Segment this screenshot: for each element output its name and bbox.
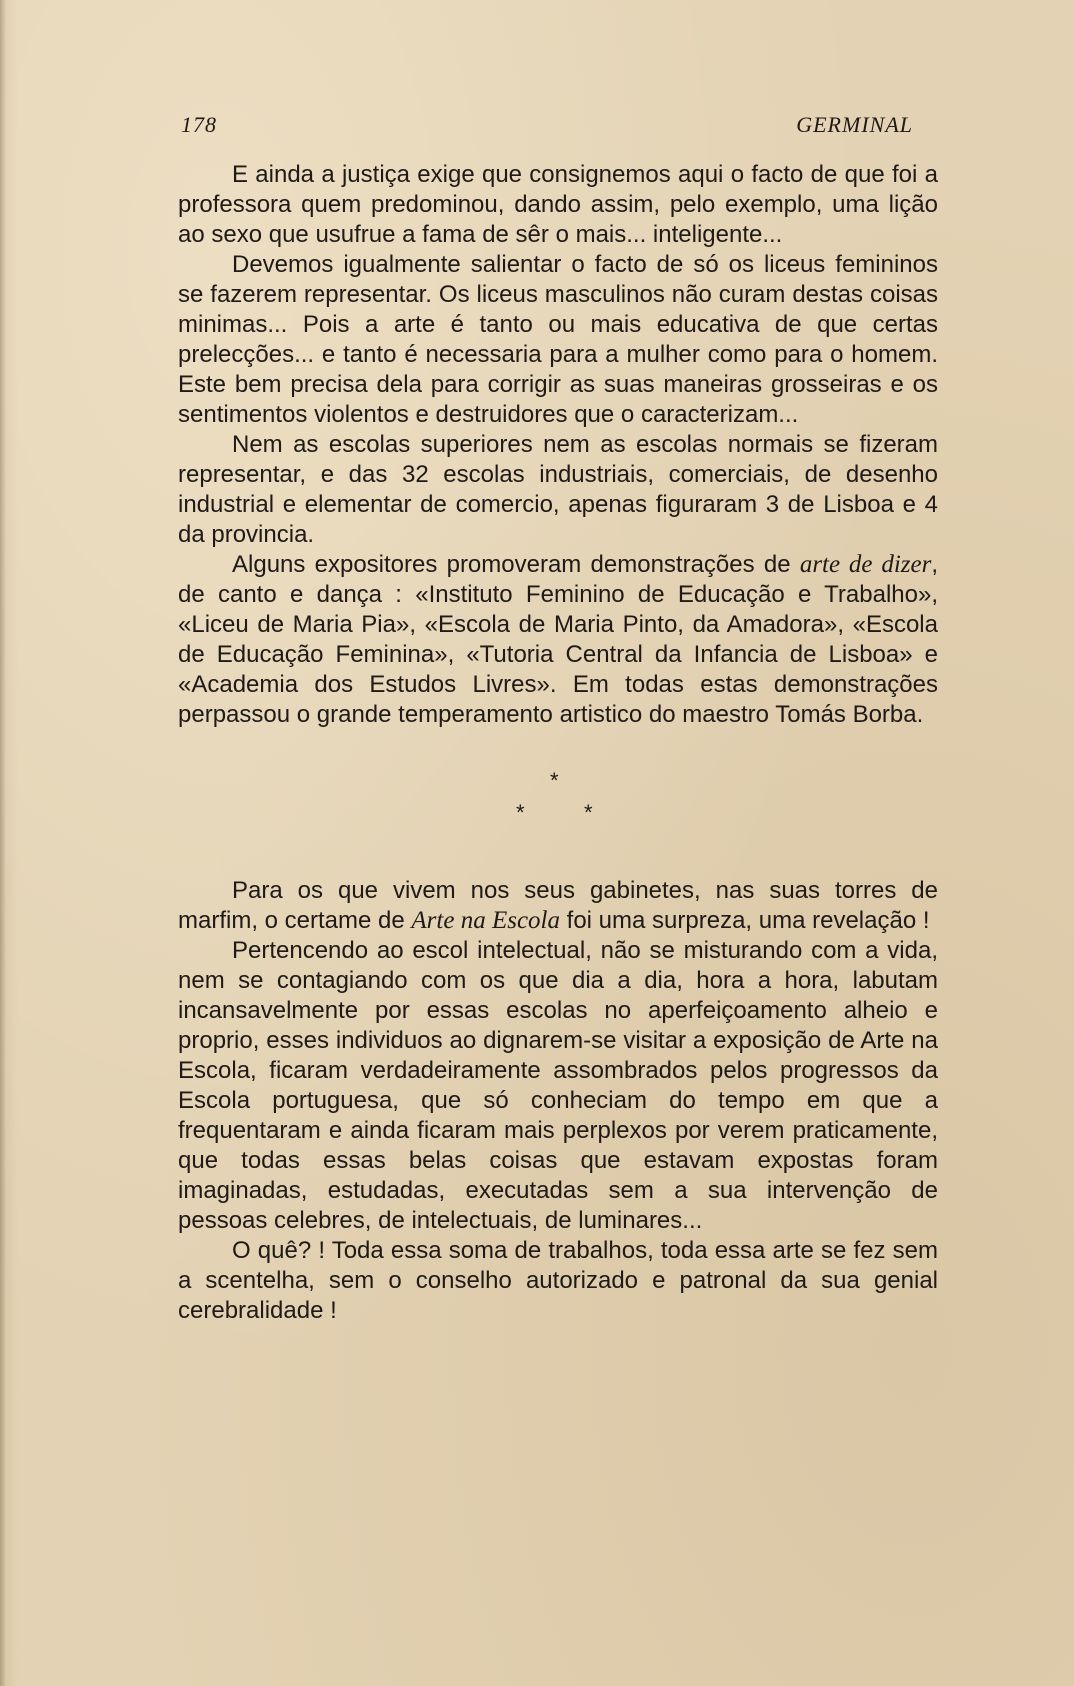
asterism-star: *: [550, 768, 559, 793]
paragraph: Devemos igualmente salientar o facto de só os liceus femininos se fazerem representar. Os liceus masculinos não curam destas coisas minimas... Pois a arte é tanto ou mais educativa de que certas prelecções... e tanto é necessaria para a mulher como para o homem. Este bem precisa dela para corrigir as suas maneiras grosseiras e os sentimentos violentos e destruidores que o caracterizam...: [178, 251, 938, 428]
paragraph: E ainda a justiça exige que consignemos aqui o facto de que foi a professora quem predominou, dando assim, pelo exemplo, uma lição ao sexo que usufrue a fama de sêr o mais... inteligente...: [178, 161, 938, 248]
asterism-star: *: [584, 800, 593, 825]
running-head: [181, 112, 913, 142]
running-title: GERMINAL: [796, 112, 913, 137]
paragraph: Pertencendo ao escol intelectual, não se misturando com a vida, nem se contagiando com os que dia a dia, hora a hora, labutam incansavelmente por essas escolas no aperfeiçoamento alheio e proprio, esses individuos ao dignarem-se visitar a exposição de Arte na Escola, ficaram verdadeiramente assombrados pelos progressos da Escola portuguesa, que só conheciam do tempo em que a frequentaram e ainda ficaram mais perplexos por verem praticamente, que todas essas belas coisas que estavam expostas foram imaginadas, estudadas, executadas sem a sua intervenção de pessoas celebres, de intelectuais, de luminares...: [178, 937, 938, 1234]
text-run: foi uma surpreza, uma revelação !: [560, 907, 930, 934]
italic-phrase: arte de dizer: [799, 551, 932, 578]
text-run: Alguns expositores promoveram demonstrações de: [232, 551, 800, 578]
paragraph: [178, 550, 938, 730]
text-run: Para os que vivem nos seus gabinetes, nas suas torres de marfim, o certame de: [178, 877, 938, 934]
paragraph: Nem as escolas superiores nem as escolas normais se fizeram representar, e das 32 escolas industriais, comerciais, de desenho industrial e elementar de comercio, apenas figuraram 3 de Lisboa e 4 da provincia.: [178, 431, 938, 548]
asterism-star: *: [516, 800, 525, 825]
page-number: 178: [181, 112, 217, 137]
section-separator: [178, 754, 938, 846]
paragraph: O quê? ! Toda essa soma de trabalhos, toda essa arte se fez sem a scentelha, sem o conselho autorizado e patronal da sua genial cerebralidade !: [178, 1237, 938, 1324]
italic-phrase: Arte na Escola: [411, 907, 560, 934]
body-text: [178, 160, 938, 1326]
paragraph: [178, 876, 938, 936]
text-run: , de canto e dança : «Instituto Feminino de Educação e Trabalho», «Liceu de Maria Pia», «Escola de Maria Pinto, da Amadora», «Escola de Educação Feminina», «Tutoria Central da Infancia de Lisboa» e «Academia dos Estudos Livres». Em todas estas demonstrações perpassou o grande temperamento artistico do maestro Tomás Borba.: [178, 551, 938, 728]
page-edge-shadow: [0, 0, 6, 1686]
